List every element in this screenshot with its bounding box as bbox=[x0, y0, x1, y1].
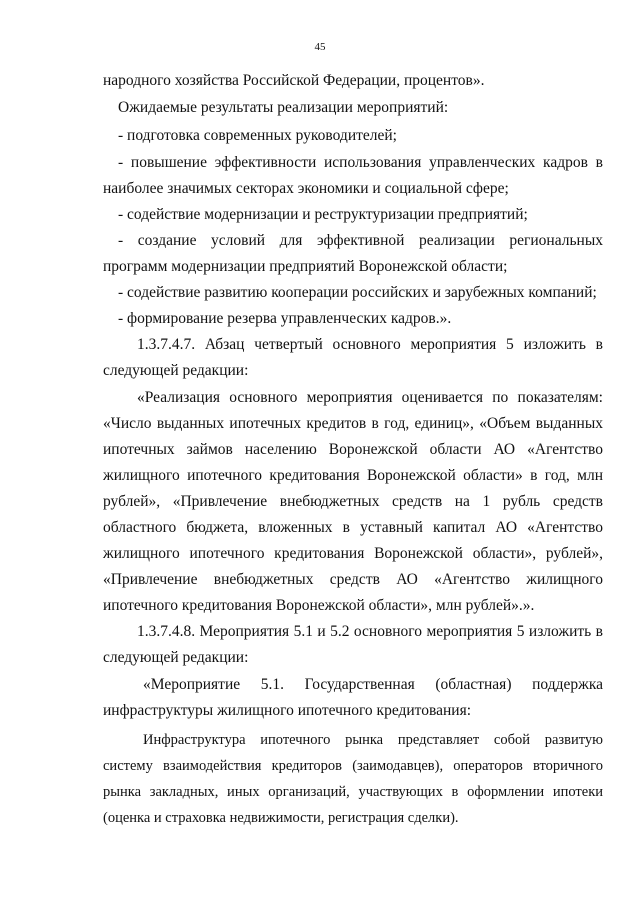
text-line: - формирование резерва управленческих кадров.». bbox=[118, 310, 452, 327]
text-line: «Привлечение внебюджетных средств АО «Агентство жилищного bbox=[103, 571, 603, 588]
text-line: «Реализация основного мероприятия оценивается по показателям: bbox=[137, 389, 603, 406]
text-line: ипотечных займов населению Воронежской области АО «Агентство bbox=[103, 441, 603, 458]
text-line: следующей редакции: bbox=[103, 649, 249, 666]
text-line: Ожидаемые результаты реализации мероприятий: bbox=[118, 99, 449, 116]
text-line: рублей», «Привлечение внебюджетных средств на 1 рубль средств bbox=[103, 493, 603, 510]
text-line: - содействие развитию кооперации российских и зарубежных компаний; bbox=[118, 284, 597, 301]
text-line: ипотечного кредитования Воронежской области», млн рублей».». bbox=[103, 597, 535, 614]
text-line: 1.3.7.4.8. Мероприятия 5.1 и 5.2 основного мероприятия 5 изложить в bbox=[137, 623, 603, 640]
text-line: «Мероприятие 5.1. Государственная (областная) поддержка bbox=[143, 676, 603, 693]
text-line: программ модернизации предприятий Воронежской области; bbox=[103, 258, 508, 275]
text-line: народного хозяйства Российской Федерации, процентов». bbox=[103, 72, 485, 89]
text-line: рынка закладных, иных организаций, участвующих в оформлении ипотеки bbox=[103, 784, 603, 800]
text-line: следующей редакции: bbox=[103, 362, 249, 379]
text-line: - повышение эффективности использования управленческих кадров в bbox=[118, 154, 603, 171]
text-line: инфраструктуры жилищного ипотечного кредитования: bbox=[103, 702, 472, 719]
text-line: жилищного ипотечного кредитования Воронежской области» в год, млн bbox=[103, 467, 603, 484]
text-line: областного бюджета, вложенных в уставный капитал АО «Агентство bbox=[103, 519, 603, 536]
text-line: жилищного ипотечного кредитования Воронежской области», рублей», bbox=[103, 545, 603, 562]
text-line: систему взаимодействия кредиторов (заимодавцев), операторов вторичного bbox=[103, 758, 603, 774]
page-number: 45 bbox=[314, 41, 326, 53]
text-line: - содействие модернизации и реструктуризации предприятий; bbox=[118, 206, 528, 223]
text-line: наиболее значимых секторах экономики и социальной сфере; bbox=[103, 180, 509, 197]
text-line: 1.3.7.4.7. Абзац четвертый основного мероприятия 5 изложить в bbox=[137, 336, 603, 353]
text-line: «Число выданных ипотечных кредитов в год, единиц», «Объем выданных bbox=[103, 415, 603, 432]
text-line: - подготовка современных руководителей; bbox=[118, 127, 397, 144]
text-line: (оценка и страховка недвижимости, регистрация сделки). bbox=[103, 810, 459, 826]
text-line: Инфраструктура ипотечного рынка представляет собой развитую bbox=[143, 732, 603, 748]
text-line: - создание условий для эффективной реализации региональных bbox=[118, 232, 603, 249]
